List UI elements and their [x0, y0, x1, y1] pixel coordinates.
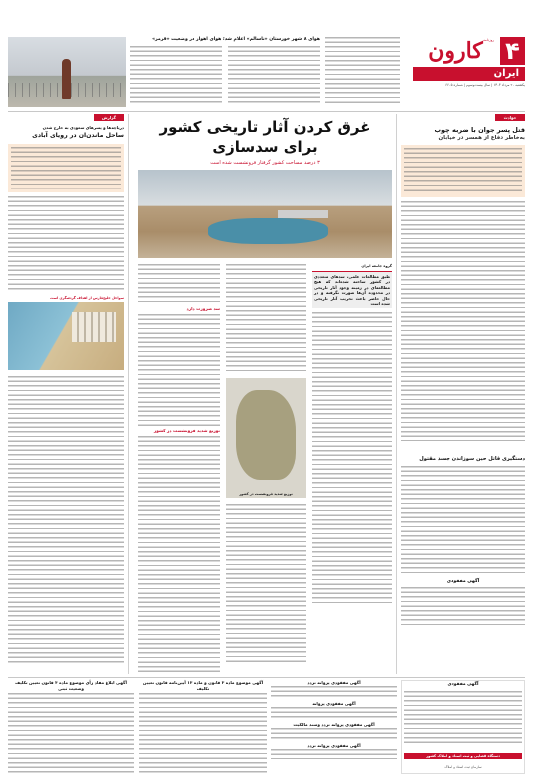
top-news-strip — [8, 37, 400, 109]
main-story — [138, 114, 392, 674]
report-lead-text — [11, 147, 121, 189]
main-photo — [138, 170, 392, 258]
report-lead — [8, 144, 124, 192]
ad-mr-text-3 — [271, 728, 397, 742]
events-label: حوادث — [495, 114, 525, 121]
divider-bottom — [8, 677, 525, 678]
divider-top — [8, 111, 525, 112]
quote-box — [312, 271, 392, 308]
top-story-headline: هوای ۸ شهر خوزستان «ناسالم» اعلام شد؛ هوای اهواز در وضعیت «قرمز» — [152, 37, 320, 42]
ads-section — [8, 680, 525, 774]
lost-notice-text — [401, 587, 525, 627]
ad-middle-left — [139, 680, 267, 774]
events-lead-text — [404, 148, 522, 194]
divider-right — [396, 114, 397, 674]
ad-middle-right — [271, 680, 397, 774]
lost-notice-title: آگهی مفقودی — [446, 579, 480, 584]
top-story — [130, 37, 320, 107]
report-column — [8, 114, 124, 674]
main-col-3-text — [138, 264, 220, 304]
top-story-photo — [8, 37, 126, 107]
main-col-2-text — [226, 264, 306, 374]
main-col-2-text-b — [226, 504, 306, 664]
main-col-3-text-c — [138, 436, 220, 672]
ad-ml-text — [139, 693, 267, 773]
ad-mr-text-1 — [271, 686, 397, 700]
ad-mr-text-4 — [271, 749, 397, 759]
ad-right-title: آگهی مفقودی — [447, 682, 479, 687]
events-headline: قتل پسر جوان با ضربه چوب — [434, 126, 525, 134]
report-text-2 — [8, 376, 124, 666]
quote-text: طبق مطالعات علمی، سدهای متعددی در کشور ساخته شده‌اند که هیچ مطالعه‌ای در زمینه وجود آثار تاریخی در محدوده آن‌ها صورت نگرفته و در حال حاضر باعث تخریب آثار تاریخی شده است — [314, 274, 390, 307]
report-photo-caption: سواحل خلیج‌فارس از اهداف گردشگری است — [50, 296, 124, 300]
photo-water — [208, 218, 328, 244]
map-shape — [236, 390, 296, 480]
events-text-2 — [401, 466, 525, 574]
report-title: دریاچه‌ها و پسرهای سعودی به خارج شدن — [42, 125, 124, 130]
events-column — [401, 114, 525, 674]
report-label: گزارش — [94, 114, 124, 121]
bottom-banner: دستگاه قضایی و ثبت اسناد و املاک کشور — [404, 753, 522, 759]
events-second-headline: دستگیری قاتل حین سوزاندن جسد مقتول — [419, 456, 525, 462]
ad-mr-title-1: آگهی مفقودی پروانه تردد — [307, 680, 361, 685]
photo-figure — [62, 59, 71, 99]
map-graphic — [226, 378, 306, 498]
top-news-col1-text — [325, 37, 400, 105]
top-news-col1 — [325, 37, 400, 107]
masthead-logo — [413, 37, 498, 65]
logo-text: کارون — [428, 38, 483, 64]
subhead-first: سد ضرورت دارد — [186, 306, 220, 311]
ad-left-text — [8, 693, 134, 773]
events-lead-box — [401, 145, 525, 197]
page-number: ۴ — [500, 37, 525, 65]
masthead — [413, 37, 525, 107]
main-col-3-text-b — [138, 314, 220, 426]
ad-mr-title-4: آگهی مفقودی پروانه تردد — [307, 743, 361, 748]
events-subhead: به‌خاطر دفاع از همسر در خیابان — [438, 135, 525, 141]
photo-dam — [278, 210, 328, 218]
top-story-text-1 — [228, 46, 320, 106]
events-text-1 — [401, 201, 525, 441]
ad-mr-title-2: آگهی مفقودی پروانه — [312, 701, 356, 706]
main-col-1 — [312, 264, 392, 669]
report-photo — [8, 302, 124, 370]
ad-mr-title-3: آگهی مفقودی پروانه تردد وسند مالکیت — [293, 722, 375, 727]
main-subhead: ۳ درصد مساحت کشور گرفتار فرونشست شده است — [210, 160, 320, 166]
main-headline-1: غرق کردن آثار تاریخی کشور — [159, 118, 371, 136]
divider-left — [128, 114, 129, 674]
ad-left-title: آگهی ابلاغ مفاد رأی موضوع ماده ۳ قانون تعیین تکلیف وضعیت ثبتی — [15, 680, 127, 691]
footer-note: سازمان ثبت اسناد و املاک — [444, 765, 482, 769]
ad-left — [8, 680, 134, 774]
main-col-3 — [138, 264, 220, 669]
ad-ml-title: آگهی موضوع ماده ۳ قانون و ماده ۱۳ آیین‌نامه قانون تعیین تکلیف — [142, 680, 264, 691]
report-text-1 — [8, 196, 124, 292]
photo-beach-buildings — [72, 312, 116, 342]
report-subtitle: ساحل ماندن‌ان در رویای آبادی — [32, 132, 124, 139]
byline: گروه جامعه ایران — [361, 264, 392, 268]
section-name: ایران — [413, 67, 525, 81]
ad-mr-text-2 — [271, 707, 397, 721]
logo-small: روزنامه — [483, 38, 494, 42]
subhead-second: توزیع شدید فرونشست در کشور — [153, 428, 220, 433]
main-col-1-text — [312, 312, 392, 604]
top-story-text-2 — [130, 46, 222, 106]
dateline: یکشنبه ۲۰ مرداد ۱۴۰۳ | سال بیست‌وسوم | شماره ۶۶۰۵ — [445, 83, 525, 87]
main-col-2 — [226, 264, 306, 669]
map-caption: توزیع شدید فرونشست در کشور — [239, 492, 293, 496]
main-headline-2: برای سدسازی — [212, 138, 318, 156]
ad-right — [401, 680, 525, 774]
ad-right-text — [404, 691, 522, 743]
